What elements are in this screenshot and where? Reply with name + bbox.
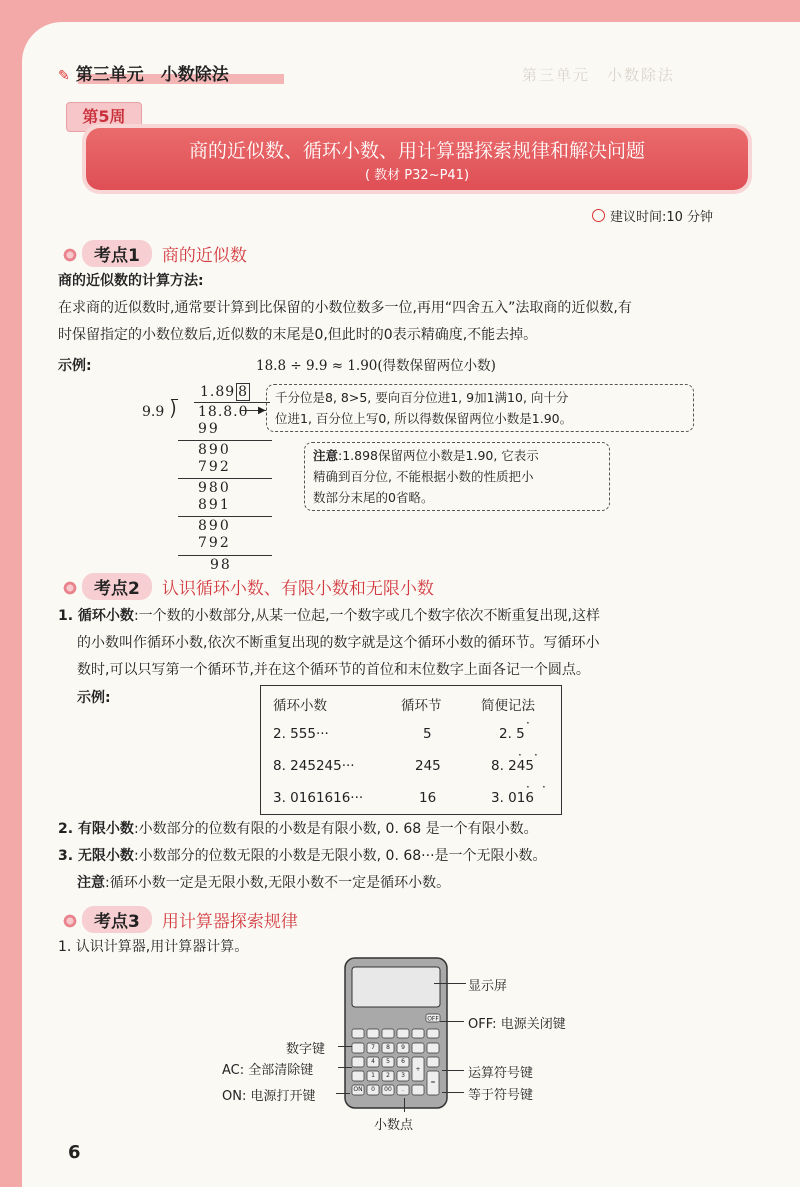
svg-text:0: 0 (371, 1086, 375, 1093)
svg-text:+: + (415, 1066, 421, 1073)
quotient: 1.89 8 (200, 384, 249, 400)
step-4: 980 (198, 480, 231, 496)
svg-text:.: . (402, 1086, 404, 1093)
label-dot: 小数点 (374, 1118, 414, 1133)
table-cell: 5 (423, 726, 432, 742)
kp3-heading (62, 906, 298, 933)
repeat-dot: · (526, 780, 530, 794)
label-eq: 等于符号键 (468, 1088, 534, 1103)
svg-text:5: 5 (386, 1058, 390, 1065)
dividend: 18.8.0 (198, 404, 249, 420)
svg-text:3: 3 (401, 1072, 405, 1079)
kp1-method-head: 商的近似数的计算方法: (58, 273, 204, 289)
page-number: 6 (68, 1142, 81, 1163)
flower-icon (62, 580, 78, 596)
table-cell: 3. 016 (491, 790, 534, 806)
table-header: 简便记法 (481, 698, 535, 714)
kp3-p1: 1. 认识计算器,用计算器计算。 (58, 939, 249, 955)
division-bar (194, 402, 270, 403)
repeat-dot: · (542, 780, 546, 794)
kp2-p3: 3. 无限小数:小数部分的位数无限的小数是无限小数, 0. 68···是一个无限小数。 (58, 848, 547, 864)
step-2: 890 (198, 442, 231, 458)
svg-text:OFF: OFF (427, 1015, 439, 1023)
week-title: 商的近似数、循环小数、用计算器探索规律和解决问题 (188, 140, 645, 162)
svg-text:1: 1 (371, 1072, 375, 1079)
step-7: 792 (198, 535, 231, 551)
step-3: 792 (198, 459, 231, 475)
kp2-p1-line1: 1. 循环小数:一个数的小数部分,从某一位起,一个数字或几个数字依次不断重复出现,这样 (58, 608, 601, 624)
divisor: 9.9 (142, 404, 165, 420)
suggested-time: 建议时间:10 分钟 (592, 206, 713, 225)
table-cell: 16 (419, 790, 437, 806)
table-cell: 3. 0161616··· (273, 790, 364, 806)
bleed-through-text: 第三单元 小数除法 (522, 66, 676, 84)
kp2-p1-line2: 的小数叫作循环小数,依次不断重复出现的数字就是这个循环小数的循环节。写循环小 (77, 635, 600, 651)
table-cell: 8. 245245··· (273, 758, 355, 774)
svg-text:9: 9 (401, 1044, 405, 1051)
kp3-pill: 考点3 (82, 906, 152, 933)
week-banner (86, 128, 748, 190)
svg-text:4: 4 (371, 1058, 375, 1065)
kp2-note: 注意:循环小数一定是无限小数,无限小数不一定是循环小数。 (77, 875, 451, 891)
note-precision: 注意:1.898保留两位小数是1.90, 它表示 精确到百分位, 不能根据小数的性质把小 数部分末尾的0省略。 (304, 442, 610, 511)
step-8: 98 (210, 557, 232, 573)
kp1-title: 商的近似数 (161, 246, 247, 266)
clock-icon (592, 209, 605, 222)
step-1: 99 (198, 421, 220, 437)
kp3-title: 用计算器探索规律 (161, 912, 298, 932)
unit-heading (58, 60, 229, 85)
kp1-equation: 18.8 ÷ 9.9 ≈ 1.90(得数保留两位小数) (256, 358, 496, 374)
repeat-dot: · (518, 748, 522, 762)
kp2-pill: 考点2 (82, 573, 152, 600)
long-division: 1.89 8 9.9 ⟌ 18.8.0 99 890 792 980 891 890 792 (142, 380, 272, 560)
repeating-decimal-table (260, 685, 562, 815)
workbook-page: ✎ 第三单元 小数除法 第三单元 小数除法 第5周 商的近似数、循环小数、用计算器探索规律和解决问题 ( 教材 P32~P41) 建议时间:10 分钟 考点1 商的近似数 商的近似数的计算方法: 在求商的近似数时,通常要计算到比保留的小数位数多一位,再用“四舍五入”法取商的近似数,有 时保留指定的小数位数后,近似数的末尾是0,但此时的0表示精确度,不能去掉。 示例: 18.8 ÷ 9.9 ≈ 1.90(得数保留两位小数) 1.89 8 9.9 ⟌ 18.8.0 99 890 792 980 891 890 792 98 ▶ 千分位是8, 8>5, 要向百分位进1, 9加1满10, 向十分 位进1, 百分位上写0, 所以得数保留两位小数是1.90。 注意:1.898保留两位小数是1.90, 它表示 精确到百分位, 不能根据小数的性质把小 数部分末尾的0省略。 考点2 认识循环小数、有限小数和无限小数 1. 循环小数:一个数的小数部分,从某一位起,一个数字或几个数字依次不断重复出现,这样 的小数叫作循环小数,依次不断重复出现的数字就是这个循环小数的循环节。写循环小 数时,可以只写第一个循环节,并在这个循环节的首位和末位数字上面各记一个圆点。 示例: 循环小数 循环节 简便记法 2. 555··· 5 2. 5 · 8. 245245··· 245 8. 245 · · 3. 0161616··· 16 3. 016 · · 2. 有限小数:小数部分的位数有限的小数是有限小数, 0. 68 是一个有限小数。 3. 无限小数:小数部分的位数无限的小数是无限小数, 0. 68···是一个无限小数。 注意:循环小数一定是无限小数,无限小数不一定是循环小数。 考点3 用计算器探索规律 1. 认识计算器,用计算器计算。 OFF 7 8 9 4 5 6 1 2 3 + = ON 0 00 . 显示屏 OFF: 电源关闭键 数字键 AC: 全部清除键 运算符号键 ON: 电源打开键 等于符号键 小数点 6 (22, 22, 800, 1187)
kp1-example-label: 示例: (58, 358, 92, 374)
table-cell: 2. 5 (499, 726, 525, 742)
label-ops: 运算符号键 (468, 1066, 534, 1081)
svg-text:00: 00 (384, 1086, 392, 1093)
svg-text:6: 6 (401, 1058, 405, 1065)
svg-text:2: 2 (386, 1072, 390, 1079)
kp1-heading (62, 240, 247, 267)
label-off: OFF: 电源关闭键 (468, 1017, 566, 1032)
svg-text:=: = (430, 1079, 436, 1086)
table-cell: 2. 555··· (273, 726, 329, 742)
repeat-dot: · (526, 716, 530, 730)
step-5: 891 (198, 497, 231, 513)
kp1-para-line2: 时保留指定的小数位数后,近似数的末尾是0,但此时的0表示精确度,不能去掉。 (58, 327, 538, 343)
svg-text:7: 7 (371, 1044, 375, 1051)
label-on: ON: 电源打开键 (222, 1089, 316, 1104)
svg-text:8: 8 (386, 1044, 390, 1051)
quotient-boxed-digit: 8 (238, 384, 249, 400)
label-display: 显示屏 (468, 979, 508, 994)
step-6: 890 (198, 518, 231, 534)
table-cell: 8. 245 (491, 758, 534, 774)
kp2-p2: 2. 有限小数:小数部分的位数有限的小数是有限小数, 0. 68 是一个有限小数。 (58, 821, 538, 837)
kp2-title: 认识循环小数、有限小数和无限小数 (161, 579, 434, 599)
kp2-heading (62, 573, 434, 600)
week-subtitle: ( 教材 P32~P41) (364, 168, 470, 183)
kp2-p1-line3: 数时,可以只写第一个循环节,并在这个循环节的首位和末位数字上面各记一个圆点。 (77, 662, 590, 678)
unit-icon: ✎ (58, 68, 70, 84)
calculator-illustration (344, 957, 448, 1109)
table-cell: 245 (415, 758, 441, 774)
calculator-icon (344, 957, 448, 1109)
flower-icon (62, 913, 78, 929)
unit-title: 第三单元 小数除法 (75, 65, 229, 85)
kp2-example-label: 示例: (77, 690, 111, 706)
svg-text:ON: ON (353, 1086, 363, 1093)
kp1-pill: 考点1 (82, 240, 152, 267)
note-rounding: 千分位是8, 8>5, 要向百分位进1, 9加1满10, 向十分 位进1, 百分位上写0, 所以得数保留两位小数是1.90。 (266, 384, 694, 432)
kp1-para-line1: 在求商的近似数时,通常要计算到比保留的小数位数多一位,再用“四舍五入”法取商的近似数,有 (58, 300, 632, 316)
label-digits: 数字键 (286, 1042, 326, 1057)
label-ac: AC: 全部清除键 (222, 1063, 314, 1078)
flower-icon (62, 247, 78, 263)
table-header: 循环节 (401, 698, 442, 714)
week-tag: 第5周 (66, 102, 142, 132)
repeat-dot: · (534, 748, 538, 762)
table-header: 循环小数 (273, 698, 327, 714)
